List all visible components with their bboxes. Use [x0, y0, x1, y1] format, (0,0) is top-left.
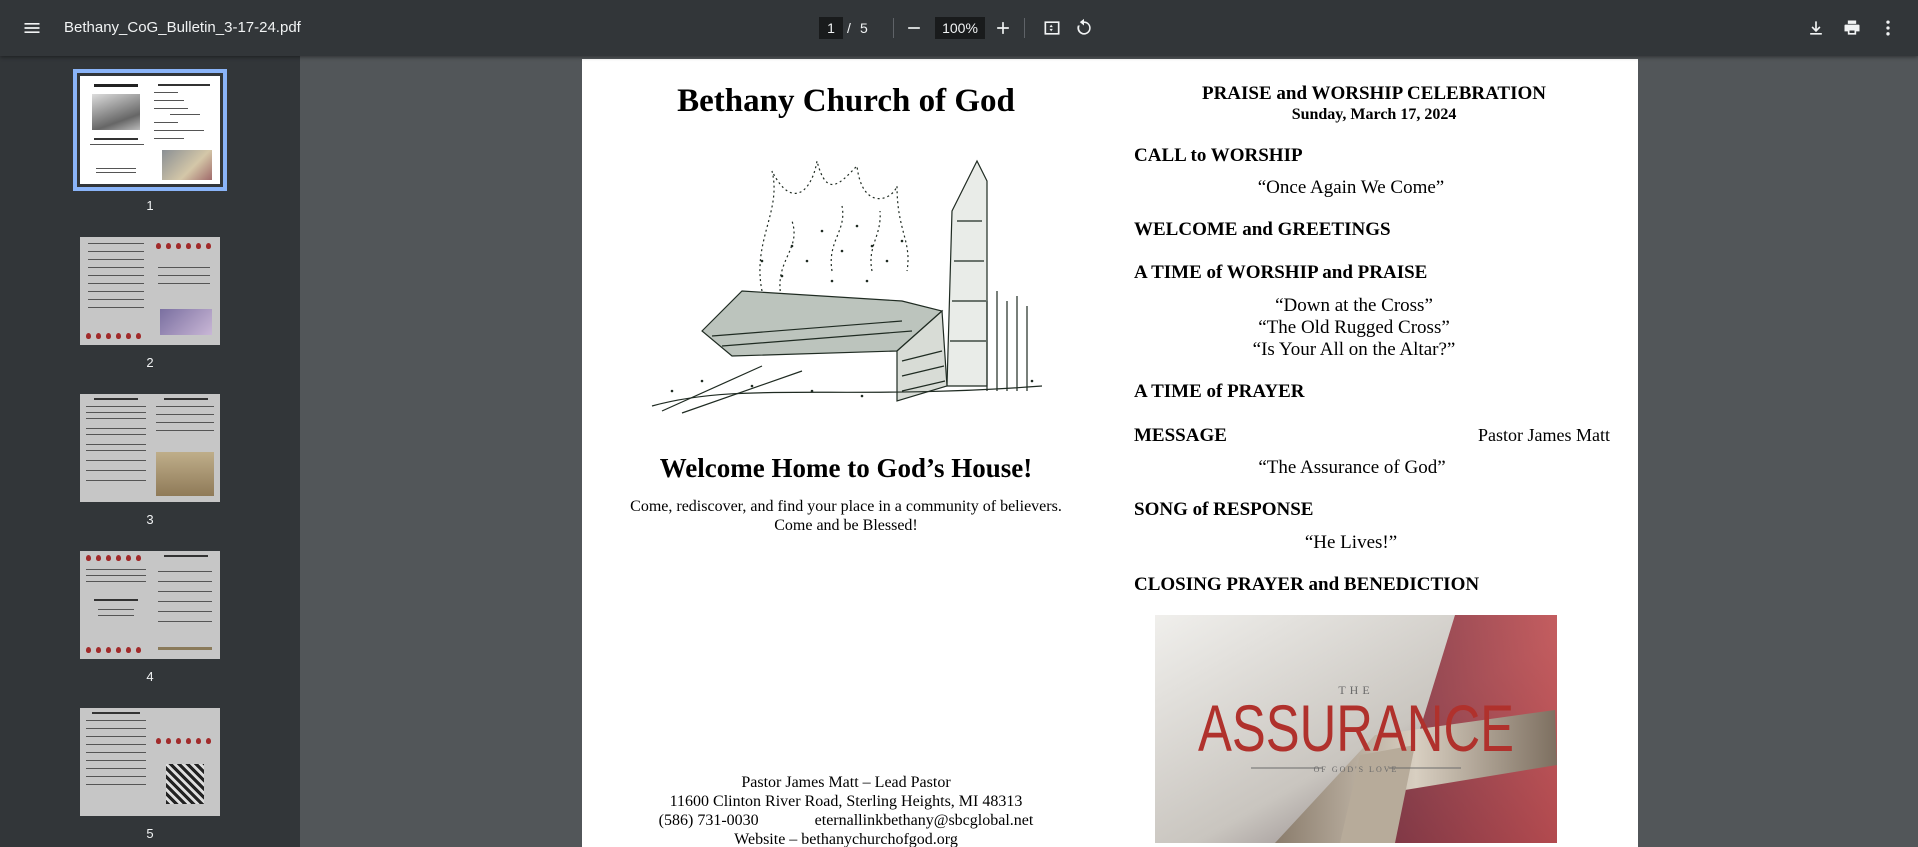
page-thumbnail-3[interactable] [80, 394, 220, 502]
song-title: “Down at the Cross” [1275, 295, 1433, 316]
pdf-toolbar [0, 0, 1918, 56]
download-icon[interactable] [1800, 12, 1832, 44]
website-line: Website – bethanychurchofgod.org [734, 831, 958, 847]
phone-email-row [582, 811, 1110, 830]
thumbnail-sidebar [0, 56, 300, 847]
thumbnail-number: 5 [146, 826, 154, 841]
rotate-icon[interactable] [1068, 12, 1100, 44]
image-big-text: ASSURANCE [1198, 691, 1514, 765]
page-total: 5 [860, 20, 868, 36]
service-date: Sunday, March 17, 2024 [1291, 106, 1457, 123]
message-title: “The Assurance of God” [1258, 457, 1446, 478]
contact-info [582, 773, 1110, 847]
song-title: “Is Your All on the Altar?” [1252, 339, 1456, 360]
zoom-in-icon[interactable] [987, 12, 1019, 44]
church-sketch-image [642, 151, 1052, 423]
zoom-level-input[interactable]: 100% [935, 17, 985, 39]
welcome-line: Come and be Blessed! [774, 517, 918, 534]
fit-to-page-icon[interactable] [1036, 12, 1068, 44]
message-speaker: Pastor James Matt [1478, 425, 1610, 445]
welcome-text [582, 497, 1110, 535]
pdf-page [582, 59, 1638, 847]
document-title: Bethany_CoG_Bulletin_3-17-24.pdf [64, 19, 301, 36]
welcome-heading: Welcome Home to God’s House! [659, 453, 1033, 483]
page-thumbnail-2[interactable] [80, 237, 220, 345]
thumbnail-number: 1 [146, 198, 154, 213]
zoom-out-icon[interactable] [898, 12, 930, 44]
email-address: eternallinkbethany@sbcglobal.net [814, 812, 1034, 829]
section-heading: CLOSING PRAYER and BENEDICTION [1134, 574, 1480, 595]
welcome-line: Come, rediscover, and find your place in a community of believers. [630, 498, 1062, 515]
section-heading: A TIME of PRAYER [1134, 381, 1305, 402]
section-heading: WELCOME and GREETINGS [1134, 219, 1391, 240]
bulletin-cover [582, 59, 1110, 847]
image-small-text: THE [1338, 683, 1374, 697]
toolbar-divider [893, 18, 894, 38]
page-thumbnail-5[interactable] [80, 708, 220, 816]
service-title: PRAISE and WORSHIP CELEBRATION [1201, 83, 1547, 104]
song-title: “He Lives!” [1304, 532, 1398, 553]
order-of-service [1110, 59, 1638, 847]
menu-icon[interactable] [16, 12, 48, 44]
phone-number: (586) 731-0030 [658, 812, 759, 829]
section-heading: SONG of RESPONSE [1134, 499, 1314, 520]
image-sub-text: OF GOD'S LOVE [1313, 765, 1399, 774]
church-name: Bethany Church of God [677, 83, 1015, 119]
pastor-line: Pastor James Matt – Lead Pastor [741, 774, 951, 791]
section-heading: CALL to WORSHIP [1134, 145, 1303, 166]
page-separator: / [847, 20, 851, 36]
page-thumbnail-4[interactable] [80, 551, 220, 659]
thumbnail-number: 2 [146, 355, 154, 370]
more-options-icon[interactable] [1872, 12, 1904, 44]
thumbnail-number: 4 [146, 669, 154, 684]
section-heading: A TIME of WORSHIP and PRAISE [1134, 262, 1428, 283]
song-title: “Once Again We Come” [1257, 177, 1445, 198]
assurance-image [1155, 615, 1557, 843]
song-title: “The Old Rugged Cross” [1258, 317, 1450, 338]
section-heading: MESSAGE [1134, 425, 1227, 446]
page-number-input[interactable]: 1 [819, 17, 843, 39]
thumbnail-number: 3 [146, 512, 154, 527]
print-icon[interactable] [1836, 12, 1868, 44]
page-thumbnail-1[interactable] [80, 76, 220, 184]
toolbar-divider [1024, 18, 1025, 38]
address-line: 11600 Clinton River Road, Sterling Heights, MI 48313 [669, 793, 1023, 810]
